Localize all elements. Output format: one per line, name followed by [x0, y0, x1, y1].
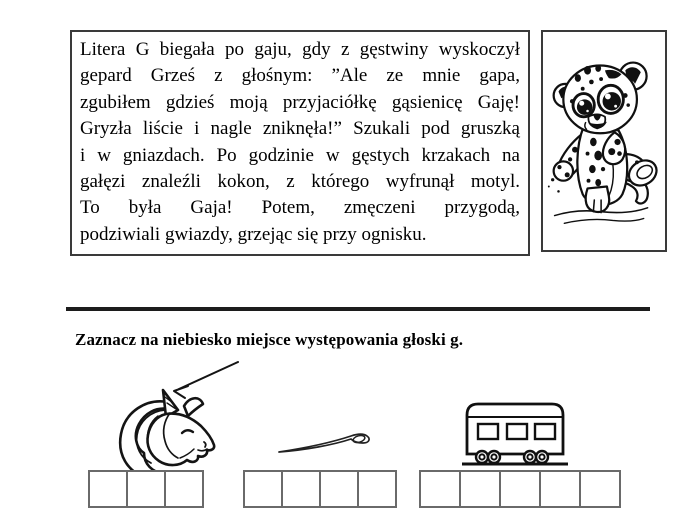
- letter-box[interactable]: [164, 470, 204, 508]
- letter-boxes-unicorn: [88, 470, 202, 508]
- letter-box[interactable]: [243, 470, 283, 508]
- story-line: i w gniazdach. Po godzinie w gęstych krzakach na: [80, 144, 520, 166]
- letter-box[interactable]: [419, 470, 461, 508]
- letter-box[interactable]: [319, 470, 359, 508]
- story-line: podziwiali gwiazdy, grzejąc się przy ognisku.: [80, 223, 427, 245]
- letter-boxes-wagon: [419, 470, 619, 508]
- cheetah-illustration: [543, 32, 665, 250]
- story-line: gałęzi znaleźli kokon, z którego wyfrunął motyl.: [80, 171, 520, 193]
- story-text: [80, 37, 520, 248]
- letter-box[interactable]: [357, 470, 397, 508]
- letter-box[interactable]: [88, 470, 128, 508]
- wagon-illustration: [461, 396, 569, 468]
- letter-box[interactable]: [579, 470, 621, 508]
- task-instruction: Zaznacz na niebiesko miejsce występowania głoski g.: [75, 330, 464, 349]
- cheetah-box: [541, 30, 667, 252]
- story-line: To była Gaja! Potem, zmęczeni przygodą,: [80, 197, 520, 219]
- letter-box[interactable]: [281, 470, 321, 508]
- letter-box[interactable]: [539, 470, 581, 508]
- section-divider: [66, 307, 650, 311]
- letter-box[interactable]: [126, 470, 166, 508]
- needle-illustration: [277, 424, 373, 458]
- story-box: [70, 30, 530, 256]
- letter-box[interactable]: [459, 470, 501, 508]
- story-line: Gryzła liście i nagle zniknęła!” Szukali pod gruszką: [80, 118, 520, 140]
- story-line: zgubiłem gdzieś moją przyjaciółkę gąsienicę Gaję!: [80, 91, 520, 113]
- arrow-icon: [174, 362, 238, 398]
- story-line: gepard Grześ z głośnym: ”Ale ze mnie gapa,: [80, 65, 520, 87]
- unicorn-illustration: [108, 356, 242, 478]
- letter-box[interactable]: [499, 470, 541, 508]
- story-line: Litera G biegała po gaju, gdy z gęstwiny wyskoczył: [80, 39, 520, 60]
- letter-boxes-needle: [243, 470, 395, 508]
